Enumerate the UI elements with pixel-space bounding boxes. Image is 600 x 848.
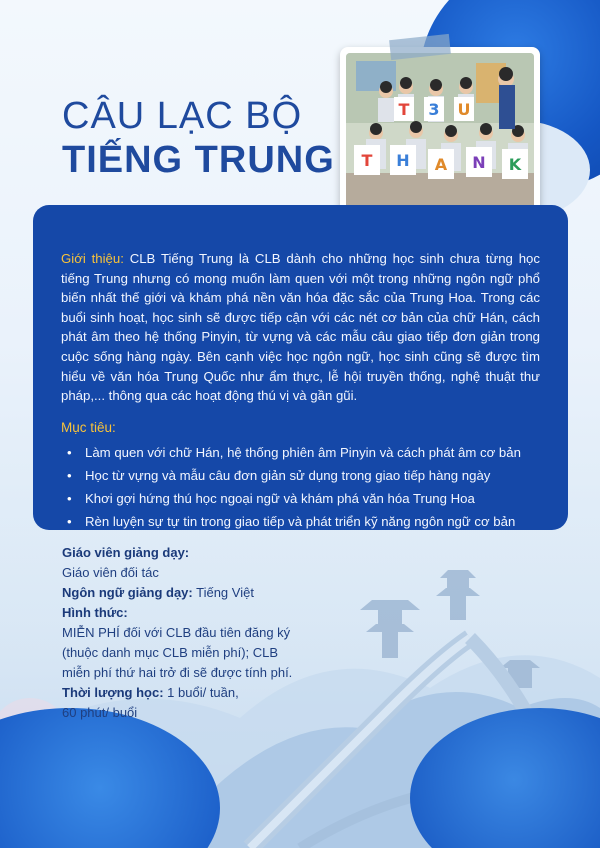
language-value: Tiếng Việt [192,585,254,600]
intro-paragraph [61,249,540,406]
photo-letter-h: H [396,151,410,170]
duration-label: Thời lượng học: [62,685,164,700]
duration-line: 60 phút/ buổi [62,705,138,720]
photo-letter-n: N [472,153,486,172]
goal-item: • Rèn luyện sự tự tin trong giao tiếp và phát triển kỹ năng ngôn ngữ cơ bản [61,510,540,533]
goal-item: • Học từ vựng và mẫu câu đơn giản sử dụng trong giao tiếp hàng ngày [61,464,540,487]
language-label: Ngôn ngữ giảng dạy: [62,585,193,600]
page-title-line2: TIẾNG TRUNG [62,139,335,181]
class-photo-frame [340,47,540,225]
goal-item: • Làm quen với chữ Hán, hệ thống phiên âm Pinyin và cách phát âm cơ bản [61,441,540,464]
goals-label: Mục tiêu: [61,419,116,435]
teacher-value: Giáo viên đối tác [62,565,159,580]
duration-row [62,683,312,703]
intro-card [33,205,568,530]
goal-item: • Khơi gợi hứng thú học ngoại ngữ và khám phá văn hóa Trung Hoa [61,487,540,510]
photo-letter-k: K [508,155,522,174]
format-label: Hình thức: [62,605,128,620]
language-row [62,583,312,603]
photo-letter-u: U [457,100,471,119]
photo-letter-t: T [361,151,373,170]
format-line: (thuộc danh mục CLB miễn phí); CLB [62,645,279,660]
duration-value: 1 buổi/ tuần, [163,685,239,700]
intro-label: Giới thiệu: [61,251,124,266]
teacher-label: Giáo viên giảng dạy: [62,545,190,560]
page-title-line1: CÂU LẠC BỘ [62,95,303,137]
photo-letter-a: A [434,155,448,174]
photo-letter-3: 3 [428,100,440,119]
class-photo [346,53,534,219]
photo-letter-t-top: T [398,100,410,119]
format-line: miễn phí thứ hai trở đi sẽ được tính phí. [62,665,293,680]
intro-text: CLB Tiếng Trung là CLB dành cho những học sinh chưa từng học tiếng Trung nhưng có mong muốn làm quen với một trong những ngôn ngữ phổ biến nhất thế giới và khám phá nền văn hóa đặc sắc của Trung Hoa. Trong các buổi sinh hoạt, học sinh sẽ được tiếp cận với các nét cơ bản của chữ Hán, cách phát âm theo hệ thống Pinyin, từ vựng và các mẫu câu giao tiếp đơn giản trong cuộc sống hàng ngày. Bên cạnh việc học ngôn ngữ, học sinh cũng sẽ được tìm hiểu về văn hóa Trung Quốc như ẩm thực, lễ hội truyền thống, nghệ thuật thư pháp,... thông qua các hoạt động thú vị và gần gũi. [61,251,540,404]
goals-list [61,441,540,533]
format-line: MIỄN PHÍ đối với CLB đầu tiên đăng ký [62,625,291,640]
club-details [62,543,312,723]
